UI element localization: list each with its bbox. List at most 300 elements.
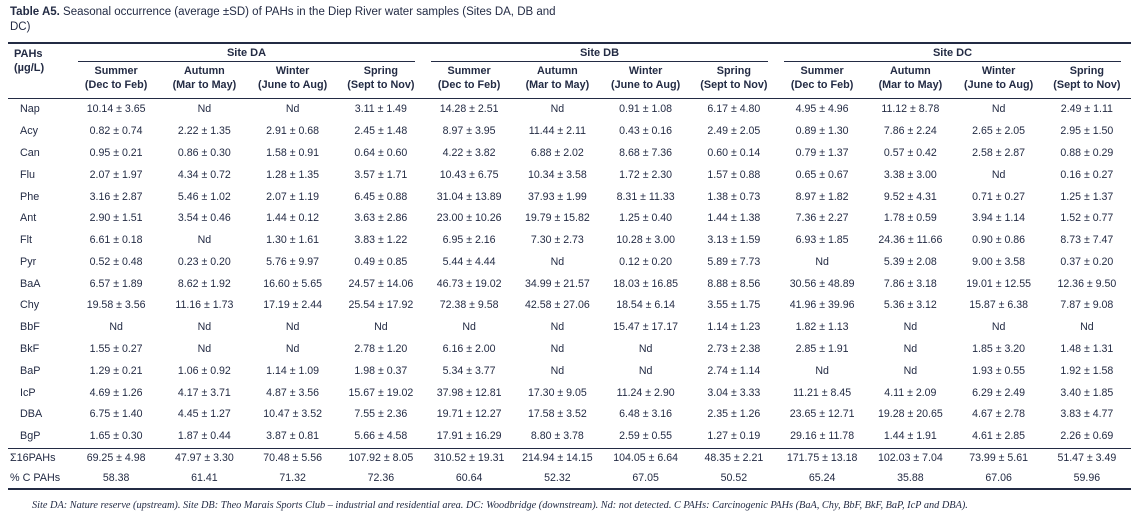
- value-cell: 73.99 ± 5.61: [955, 448, 1043, 468]
- value-cell: 4.61 ± 2.85: [972, 430, 1026, 443]
- table-row: [8, 251, 1131, 273]
- value-cell: 34.99 ± 21.57: [525, 277, 590, 290]
- row-label: DBA: [20, 408, 43, 421]
- value-cell: 69.25 ± 4.98: [72, 448, 160, 468]
- value-cell: 8.73 ± 7.47: [1060, 234, 1114, 247]
- season-name: Winter: [275, 65, 310, 77]
- value-cell: 0.37 ± 0.20: [1060, 255, 1114, 268]
- value-cell: 0.65 ± 0.67: [795, 168, 849, 181]
- value-cell: 1.25 ± 1.37: [1060, 190, 1114, 203]
- value-cell: 19.28 ± 20.65: [878, 408, 943, 421]
- table-row: [8, 143, 1131, 165]
- value-cell: 8.88 ± 8.56: [707, 277, 761, 290]
- value-cell: 50.52: [720, 471, 748, 484]
- season-range: (June to Aug): [611, 78, 681, 91]
- season-name: Autumn: [889, 65, 931, 77]
- value-cell: 1.48 ± 1.31: [1060, 342, 1114, 355]
- value-cell: 6.95 ± 2.16: [442, 234, 496, 247]
- value-cell: 104.05 ± 6.64: [602, 448, 690, 468]
- value-cell: 3.94 ± 1.14: [972, 212, 1026, 225]
- value-cell: 0.49 ± 0.85: [354, 255, 408, 268]
- row-label: Σ16PAHs: [8, 448, 72, 468]
- value-cell: Nd: [197, 103, 212, 116]
- value-cell: 19.79 ± 15.82: [525, 212, 590, 225]
- season-range: (Dec to Feb): [84, 78, 148, 91]
- table-row: [8, 426, 1131, 448]
- table-header: [8, 43, 1131, 99]
- row-label: Flt: [20, 234, 32, 247]
- value-cell: 1.25 ± 0.40: [619, 212, 673, 225]
- value-cell: 1.58 ± 0.91: [266, 146, 320, 159]
- site-db-label: Site DB: [431, 44, 768, 62]
- value-cell: 4.87 ± 3.56: [266, 386, 320, 399]
- table-row: [8, 121, 1131, 143]
- value-cell: 2.65 ± 2.05: [972, 125, 1026, 138]
- value-cell: Nd: [550, 321, 565, 334]
- value-cell: 1.44 ± 1.91: [883, 430, 937, 443]
- value-cell: 6.48 ± 3.16: [619, 408, 673, 421]
- value-cell: 1.06 ± 0.92: [177, 364, 231, 377]
- value-cell: Nd: [991, 321, 1006, 334]
- season-range: (Sept to Nov): [1053, 78, 1121, 91]
- value-cell: 11.12 ± 8.78: [881, 103, 940, 116]
- value-cell: 9.00 ± 3.58: [972, 255, 1026, 268]
- value-cell: Nd: [991, 168, 1006, 181]
- value-cell: 6.45 ± 0.88: [354, 190, 408, 203]
- value-cell: 3.57 ± 1.71: [354, 168, 408, 181]
- table-row: [8, 164, 1131, 186]
- value-cell: 3.38 ± 3.00: [883, 168, 937, 181]
- site-group-header-row: [8, 43, 1131, 62]
- value-cell: 15.47 ± 17.17: [613, 321, 678, 334]
- table-row: [8, 404, 1131, 426]
- value-cell: 1.72 ± 2.30: [619, 168, 673, 181]
- value-cell: 6.17 ± 4.80: [707, 103, 761, 116]
- value-cell: 0.86 ± 0.30: [177, 146, 231, 159]
- value-cell: 214.94 ± 14.15: [513, 448, 601, 468]
- value-cell: 107.92 ± 8.05: [337, 448, 425, 468]
- value-cell: 7.86 ± 3.18: [883, 277, 937, 290]
- value-cell: 0.79 ± 1.37: [795, 146, 849, 159]
- value-cell: 48.35 ± 2.21: [690, 448, 778, 468]
- value-cell: 3.83 ± 1.22: [354, 234, 408, 247]
- row-label: Acy: [20, 125, 38, 138]
- value-cell: 1.65 ± 0.30: [89, 430, 143, 443]
- value-cell: 6.61 ± 0.18: [89, 234, 143, 247]
- value-cell: 1.78 ± 0.59: [883, 212, 937, 225]
- row-label: BbF: [20, 321, 40, 334]
- value-cell: 1.30 ± 1.61: [266, 234, 320, 247]
- value-cell: 171.75 ± 13.18: [778, 448, 866, 468]
- value-cell: 51.47 ± 3.49: [1043, 448, 1131, 468]
- value-cell: Nd: [550, 255, 565, 268]
- site-dc-label: Site DC: [784, 44, 1121, 62]
- value-cell: 10.14 ± 3.65: [86, 103, 146, 116]
- value-cell: Nd: [197, 342, 212, 355]
- value-cell: 0.71 ± 0.27: [972, 190, 1026, 203]
- value-cell: Nd: [285, 342, 300, 355]
- value-cell: 23.65 ± 12.71: [789, 408, 855, 421]
- value-cell: 2.35 ± 1.26: [707, 408, 761, 421]
- value-cell: Nd: [285, 103, 300, 116]
- value-cell: 18.03 ± 16.85: [613, 277, 678, 290]
- value-cell: 2.78 ± 1.20: [354, 342, 408, 355]
- season-range: (Dec to Feb): [437, 78, 501, 91]
- value-cell: Nd: [550, 103, 565, 116]
- value-cell: 0.64 ± 0.60: [354, 146, 408, 159]
- value-cell: 10.34 ± 3.58: [527, 168, 587, 181]
- value-cell: 59.96: [1073, 471, 1101, 484]
- value-cell: 3.87 ± 0.81: [266, 430, 320, 443]
- value-cell: 7.36 ± 2.27: [795, 212, 849, 225]
- value-cell: 8.31 ± 11.33: [616, 190, 675, 203]
- value-cell: 0.23 ± 0.20: [177, 255, 231, 268]
- season-header-winter: [955, 62, 1043, 99]
- value-cell: Nd: [638, 342, 653, 355]
- value-cell: 31.04 ± 13.89: [436, 190, 502, 203]
- value-cell: 37.93 ± 1.99: [527, 190, 587, 203]
- value-cell: 1.82 ± 1.13: [795, 321, 849, 334]
- row-label: Chy: [20, 299, 40, 312]
- value-cell: 2.73 ± 2.38: [707, 342, 761, 355]
- table-row: [8, 99, 1131, 121]
- row-label: BgP: [20, 430, 41, 443]
- value-cell: 1.55 ± 0.27: [89, 342, 143, 355]
- value-cell: 1.92 ± 1.58: [1060, 364, 1114, 377]
- value-cell: 0.16 ± 0.27: [1060, 168, 1114, 181]
- value-cell: 17.58 ± 3.52: [527, 408, 587, 421]
- value-cell: 5.76 ± 9.97: [266, 255, 320, 268]
- value-cell: 72.38 ± 9.58: [439, 299, 499, 312]
- value-cell: Nd: [638, 364, 653, 377]
- value-cell: 72.36: [367, 471, 395, 484]
- value-cell: 6.16 ± 2.00: [442, 342, 496, 355]
- value-cell: 310.52 ± 19.31: [425, 448, 513, 468]
- value-cell: 46.73 ± 19.02: [436, 277, 502, 290]
- value-cell: 5.44 ± 4.44: [442, 255, 496, 268]
- value-cell: 17.30 ± 9.05: [527, 386, 587, 399]
- value-cell: 8.97 ± 3.95: [442, 125, 496, 138]
- value-cell: 8.68 ± 7.36: [619, 146, 673, 159]
- season-header-autumn: [160, 62, 248, 99]
- value-cell: 1.14 ± 1.09: [266, 364, 320, 377]
- table-row: [8, 295, 1131, 317]
- value-cell: 18.54 ± 6.14: [616, 299, 676, 312]
- value-cell: 12.36 ± 9.50: [1057, 277, 1117, 290]
- value-cell: 16.60 ± 5.65: [263, 277, 323, 290]
- value-cell: 4.22 ± 3.82: [442, 146, 496, 159]
- season-header-autumn: [513, 62, 601, 99]
- row-label: IcP: [20, 386, 36, 399]
- value-cell: 4.11 ± 2.09: [884, 386, 937, 399]
- season-name: Winter: [628, 65, 663, 77]
- value-cell: 2.74 ± 1.14: [707, 364, 761, 377]
- value-cell: 3.63 ± 2.86: [354, 212, 408, 225]
- value-cell: 6.93 ± 1.85: [795, 234, 849, 247]
- season-name: Spring: [1069, 65, 1104, 77]
- table-row: [8, 339, 1131, 361]
- value-cell: 1.87 ± 0.44: [177, 430, 231, 443]
- value-cell: 1.93 ± 0.55: [972, 364, 1026, 377]
- season-header-spring: [337, 62, 425, 99]
- value-cell: Nd: [815, 255, 829, 268]
- value-cell: 65.24: [808, 471, 836, 484]
- site-dc-header: [778, 43, 1131, 62]
- value-cell: 2.85 ± 1.91: [795, 342, 849, 355]
- value-cell: 2.58 ± 2.87: [972, 146, 1026, 159]
- row-label: BkF: [20, 342, 40, 355]
- value-cell: 9.52 ± 4.31: [883, 190, 937, 203]
- season-header-winter: [602, 62, 690, 99]
- value-cell: 2.95 ± 1.50: [1060, 125, 1114, 138]
- value-cell: 5.66 ± 4.58: [354, 430, 408, 443]
- value-cell: 102.03 ± 7.04: [866, 448, 954, 468]
- table-title: [10, 5, 558, 35]
- value-cell: Nd: [374, 321, 388, 334]
- value-cell: 2.91 ± 0.68: [266, 125, 320, 138]
- value-cell: 2.07 ± 1.97: [89, 168, 143, 181]
- value-cell: Nd: [1080, 321, 1094, 334]
- site-db-header: [425, 43, 778, 62]
- value-cell: 19.01 ± 12.55: [966, 277, 1031, 290]
- value-cell: 11.21 ± 8.45: [793, 386, 852, 399]
- season-range: (June to Aug): [258, 78, 328, 91]
- table-body: [8, 99, 1131, 490]
- value-cell: Nd: [197, 234, 212, 247]
- season-name: Winter: [981, 65, 1016, 77]
- value-cell: 4.17 ± 3.71: [177, 386, 231, 399]
- value-cell: 5.46 ± 1.02: [177, 190, 231, 203]
- season-header-summer: [778, 62, 866, 99]
- season-header-summer: [72, 62, 160, 99]
- value-cell: 6.88 ± 2.02: [530, 146, 584, 159]
- value-cell: 0.95 ± 0.21: [89, 146, 143, 159]
- value-cell: 0.52 ± 0.48: [89, 255, 143, 268]
- value-cell: 0.90 ± 0.86: [972, 234, 1026, 247]
- value-cell: 5.39 ± 2.08: [883, 255, 937, 268]
- value-cell: 1.38 ± 0.73: [707, 190, 761, 203]
- season-header-summer: [425, 62, 513, 99]
- value-cell: 52.32: [544, 471, 571, 484]
- value-cell: 67.06: [985, 471, 1012, 484]
- value-cell: Nd: [109, 321, 123, 334]
- row-label: Nap: [20, 103, 40, 116]
- pah-header-line1: PAHs: [14, 48, 43, 60]
- row-label: % C PAHs: [10, 471, 61, 484]
- season-name: Autumn: [536, 65, 578, 77]
- value-cell: 5.89 ± 7.73: [707, 255, 761, 268]
- value-cell: 4.34 ± 0.72: [177, 168, 231, 181]
- value-cell: 0.88 ± 0.29: [1060, 146, 1114, 159]
- value-cell: 29.16 ± 11.78: [790, 430, 855, 443]
- value-cell: 2.22 ± 1.35: [177, 125, 231, 138]
- value-cell: 4.69 ± 1.26: [89, 386, 143, 399]
- value-cell: 3.83 ± 4.77: [1060, 408, 1114, 421]
- value-cell: 2.49 ± 2.05: [707, 125, 761, 138]
- site-da-header: [72, 43, 425, 62]
- value-cell: 7.30 ± 2.73: [530, 234, 584, 247]
- value-cell: 60.64: [455, 471, 483, 484]
- value-cell: 1.52 ± 0.77: [1060, 212, 1114, 225]
- table-row: [8, 448, 1131, 468]
- value-cell: 24.36 ± 11.66: [878, 234, 943, 247]
- row-label: Can: [20, 146, 40, 159]
- season-range: (Mar to May): [525, 78, 590, 91]
- value-cell: 0.91 ± 1.08: [619, 103, 673, 116]
- season-range: (Dec to Feb): [790, 78, 854, 91]
- value-cell: Nd: [550, 342, 565, 355]
- value-cell: 5.34 ± 3.77: [442, 364, 496, 377]
- season-name: Spring: [363, 65, 398, 77]
- table-row: [8, 382, 1131, 404]
- pah-seasonal-table: [8, 42, 1131, 490]
- season-header-spring: [690, 62, 778, 99]
- value-cell: 3.16 ± 2.87: [89, 190, 143, 203]
- value-cell: Nd: [903, 364, 918, 377]
- value-cell: 14.28 ± 2.51: [439, 103, 499, 116]
- value-cell: 7.55 ± 2.36: [354, 408, 408, 421]
- value-cell: 0.57 ± 0.42: [883, 146, 937, 159]
- value-cell: 1.44 ± 1.38: [707, 212, 761, 225]
- value-cell: 23.00 ± 10.26: [436, 212, 502, 225]
- table-row: [8, 186, 1131, 208]
- value-cell: 8.80 ± 3.78: [530, 430, 584, 443]
- value-cell: 17.91 ± 16.29: [436, 430, 502, 443]
- value-cell: 3.55 ± 1.75: [707, 299, 761, 312]
- value-cell: 19.58 ± 3.56: [86, 299, 146, 312]
- value-cell: 7.87 ± 9.08: [1060, 299, 1114, 312]
- value-cell: 0.89 ± 1.30: [795, 125, 849, 138]
- value-cell: 6.75 ± 1.40: [89, 408, 143, 421]
- value-cell: Nd: [550, 364, 565, 377]
- table-caption: Seasonal occurrence (average ±SD) of PAHs in the Diep River water samples (Sites DA, DB and DC): [10, 6, 556, 33]
- value-cell: 4.67 ± 2.78: [972, 408, 1026, 421]
- value-cell: 67.05: [632, 471, 659, 484]
- row-label: Pyr: [20, 255, 37, 268]
- site-da-label: Site DA: [78, 44, 415, 62]
- value-cell: 71.32: [279, 471, 306, 484]
- season-header-spring: [1043, 62, 1131, 99]
- value-cell: 11.44 ± 2.11: [528, 125, 586, 138]
- value-cell: Nd: [903, 321, 918, 334]
- value-cell: 2.90 ± 1.51: [89, 212, 143, 225]
- value-cell: 1.27 ± 0.19: [707, 430, 761, 443]
- value-cell: 5.36 ± 3.12: [883, 299, 937, 312]
- value-cell: 2.59 ± 0.55: [619, 430, 673, 443]
- value-cell: 0.60 ± 0.14: [707, 146, 761, 159]
- value-cell: 1.98 ± 0.37: [354, 364, 408, 377]
- value-cell: 1.85 ± 3.20: [972, 342, 1026, 355]
- season-name: Summer: [800, 65, 844, 77]
- value-cell: 37.98 ± 12.81: [436, 386, 502, 399]
- season-header-row: [8, 62, 1131, 99]
- value-cell: 10.43 ± 6.75: [439, 168, 499, 181]
- value-cell: 1.29 ± 0.21: [89, 364, 143, 377]
- value-cell: 0.82 ± 0.74: [89, 125, 143, 138]
- season-range: (Mar to May): [172, 78, 237, 91]
- season-range: (June to Aug): [964, 78, 1034, 91]
- value-cell: 3.54 ± 0.46: [177, 212, 231, 225]
- value-cell: 35.88: [897, 471, 924, 484]
- season-name: Summer: [94, 65, 138, 77]
- value-cell: 7.86 ± 2.24: [883, 125, 937, 138]
- value-cell: 25.54 ± 17.92: [348, 299, 414, 312]
- value-cell: 42.58 ± 27.06: [525, 299, 590, 312]
- value-cell: Nd: [197, 321, 212, 334]
- value-cell: Nd: [815, 364, 829, 377]
- value-cell: 1.57 ± 0.88: [707, 168, 761, 181]
- value-cell: 3.04 ± 3.33: [707, 386, 761, 399]
- row-label: BaA: [20, 277, 41, 290]
- value-cell: 17.19 ± 2.44: [263, 299, 323, 312]
- season-name: Summer: [447, 65, 491, 77]
- season-name: Spring: [716, 65, 751, 77]
- value-cell: 11.16 ± 1.73: [175, 299, 234, 312]
- value-cell: 10.47 ± 3.52: [263, 408, 323, 421]
- value-cell: 11.24 ± 2.90: [616, 386, 675, 399]
- season-range: (Sept to Nov): [347, 78, 415, 91]
- value-cell: 8.62 ± 1.92: [177, 277, 231, 290]
- value-cell: 15.67 ± 19.02: [348, 386, 414, 399]
- value-cell: 19.71 ± 12.27: [436, 408, 502, 421]
- value-cell: 0.43 ± 0.16: [619, 125, 673, 138]
- value-cell: 47.97 ± 3.30: [160, 448, 248, 468]
- value-cell: 2.07 ± 1.19: [266, 190, 320, 203]
- value-cell: Nd: [285, 321, 300, 334]
- value-cell: 2.26 ± 0.69: [1060, 430, 1114, 443]
- pah-header-line2: (µg/L): [14, 62, 45, 74]
- table-row: [8, 230, 1131, 252]
- table-row: [8, 468, 1131, 489]
- season-range: (Mar to May): [878, 78, 943, 91]
- row-label: Phe: [20, 190, 40, 203]
- value-cell: 61.41: [191, 471, 218, 484]
- footnote: Site DA: Nature reserve (upstream). Site DB: Theo Marais Sports Club – industrial and residential area. DC: Woodbridge (downstream). Nd: not detected. C PAHs: Carcinogenic PAHs (BaA, Chy, BbF, BkF, BaP, IcP and DBA).: [32, 500, 968, 512]
- row-label: Flu: [20, 168, 35, 181]
- row-label: BaP: [20, 364, 41, 377]
- value-cell: 10.28 ± 3.00: [616, 234, 676, 247]
- value-cell: 1.28 ± 1.35: [266, 168, 320, 181]
- table-row: [8, 317, 1131, 339]
- season-name: Autumn: [183, 65, 225, 77]
- table-row: [8, 208, 1131, 230]
- value-cell: 3.13 ± 1.59: [707, 234, 761, 247]
- value-cell: 4.45 ± 1.27: [177, 408, 231, 421]
- table-number: Table A5.: [10, 6, 60, 18]
- value-cell: 1.44 ± 0.12: [266, 212, 320, 225]
- value-cell: 8.97 ± 1.82: [795, 190, 849, 203]
- pah-unit-header: [8, 43, 72, 99]
- value-cell: 0.12 ± 0.20: [619, 255, 673, 268]
- value-cell: 1.14 ± 1.23: [707, 321, 761, 334]
- value-cell: Nd: [903, 342, 918, 355]
- value-cell: 70.48 ± 5.56: [249, 448, 337, 468]
- season-header-autumn: [866, 62, 954, 99]
- season-header-winter: [249, 62, 337, 99]
- value-cell: 3.11 ± 1.49: [354, 103, 407, 116]
- value-cell: 6.29 ± 2.49: [972, 386, 1026, 399]
- value-cell: 6.57 ± 1.89: [89, 277, 143, 290]
- value-cell: 30.56 ± 48.89: [789, 277, 855, 290]
- value-cell: 24.57 ± 14.06: [348, 277, 414, 290]
- value-cell: 15.87 ± 6.38: [969, 299, 1029, 312]
- table-row: [8, 360, 1131, 382]
- value-cell: 2.45 ± 1.48: [354, 125, 408, 138]
- value-cell: 41.96 ± 39.96: [789, 299, 855, 312]
- season-range: (Sept to Nov): [700, 78, 768, 91]
- value-cell: 4.95 ± 4.96: [795, 103, 849, 116]
- row-label: Ant: [20, 212, 37, 225]
